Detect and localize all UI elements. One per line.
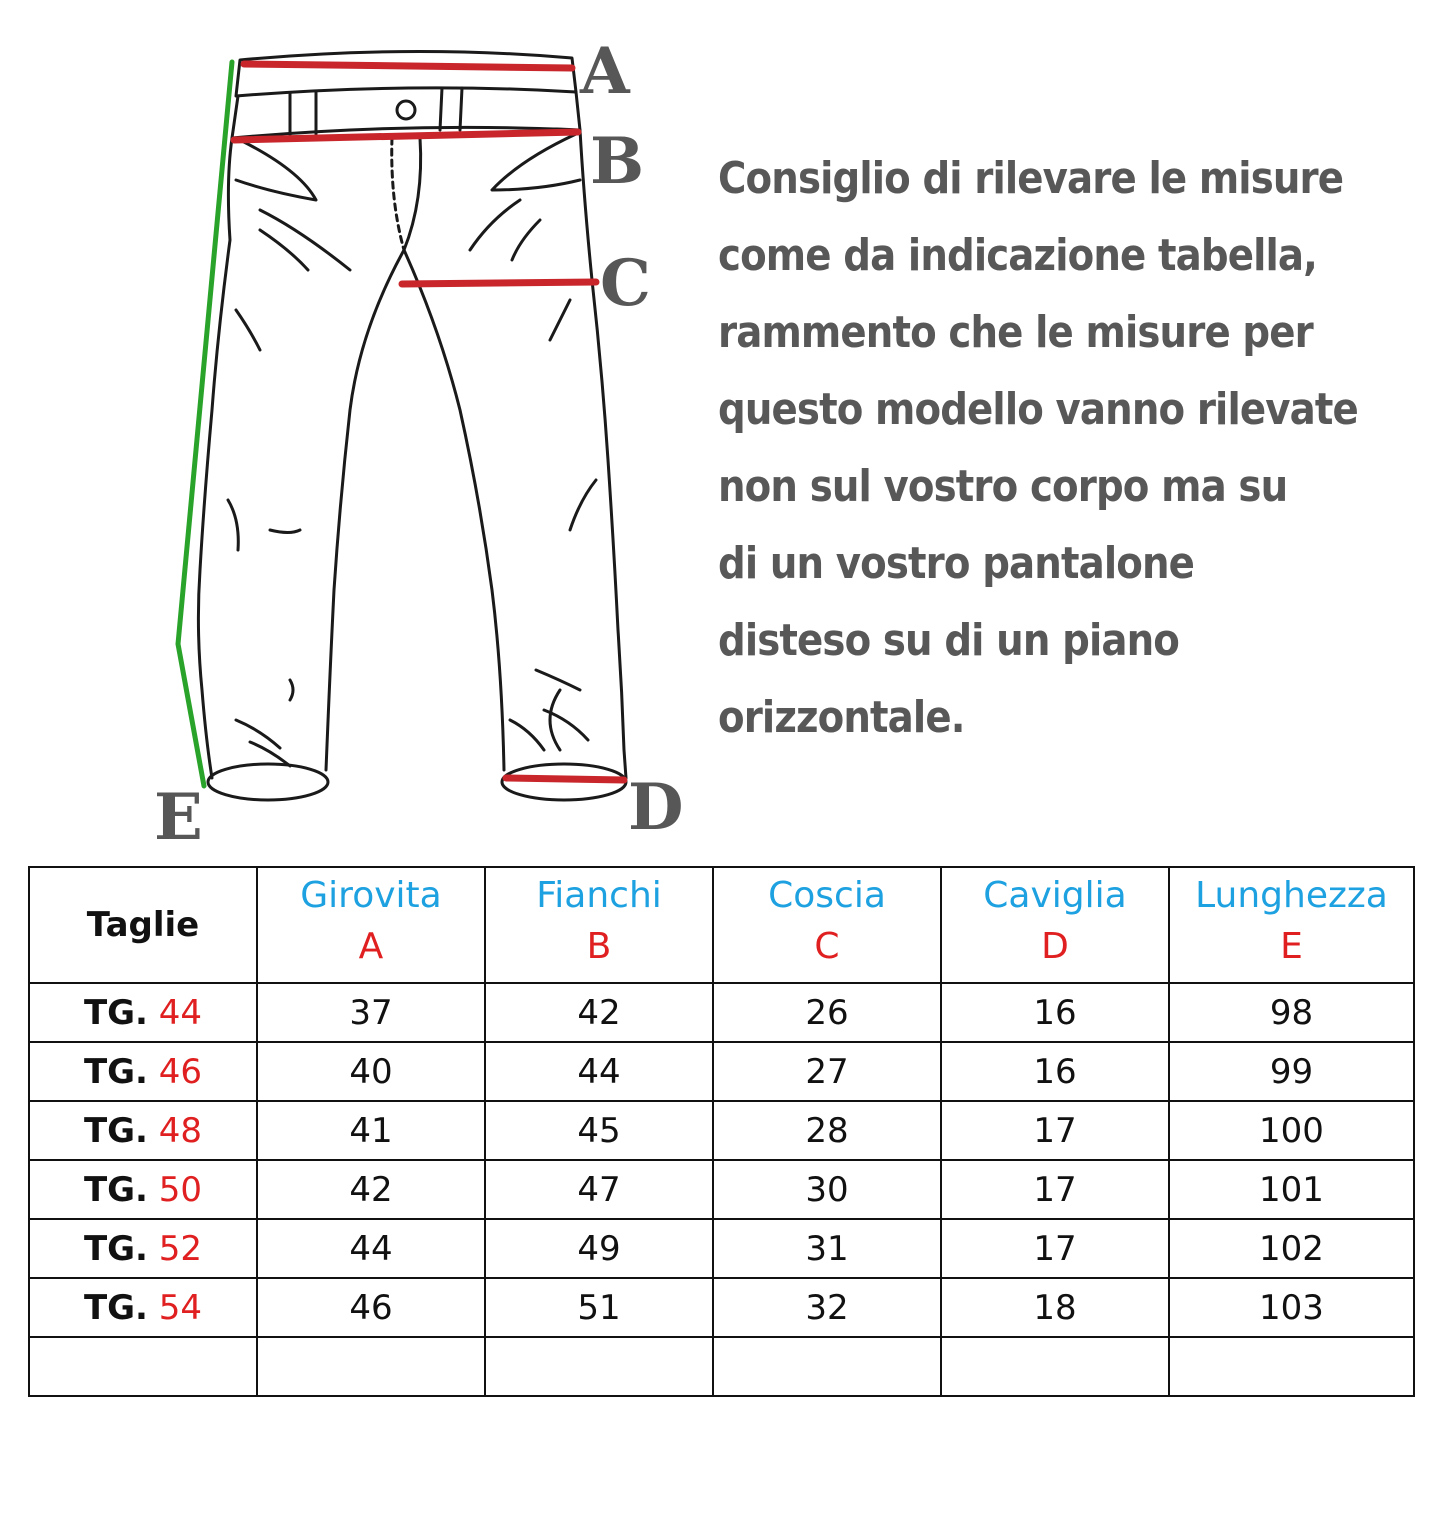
value-cell: 49: [485, 1219, 713, 1278]
size-cell: [29, 1101, 257, 1160]
empty-cell: [941, 1337, 1169, 1396]
value-cell: 16: [941, 1042, 1169, 1101]
value-cell: 17: [941, 1219, 1169, 1278]
table-row: [29, 983, 1414, 1042]
value-cell: 17: [941, 1160, 1169, 1219]
header-letter: E: [1280, 926, 1303, 967]
ankle-line-d: [506, 778, 624, 780]
value-cell: 31: [713, 1219, 941, 1278]
marker-a: A: [580, 34, 630, 109]
value-cell: 16: [941, 983, 1169, 1042]
value-cell: 17: [941, 1101, 1169, 1160]
value-cell: 46: [257, 1278, 485, 1337]
value-cell: 18: [941, 1278, 1169, 1337]
size-number: 44: [158, 992, 203, 1033]
size-cell: [29, 1219, 257, 1278]
value-cell: 42: [257, 1160, 485, 1219]
header-letter: A: [358, 926, 384, 967]
size-prefix: TG.: [83, 1228, 148, 1269]
value-cell: 45: [485, 1101, 713, 1160]
size-prefix: TG.: [83, 1051, 148, 1092]
header-name: Lunghezza: [1195, 875, 1388, 916]
instruction-line: orizzontale.: [718, 692, 965, 743]
instruction-line: questo modello vanno rilevate: [718, 384, 1358, 435]
instruction-line: di un vostro pantalone: [718, 538, 1195, 589]
value-cell: 32: [713, 1278, 941, 1337]
table-row: [29, 1042, 1414, 1101]
size-cell: [29, 1278, 257, 1337]
measurement-instructions: [718, 140, 1358, 756]
instruction-line: disteso su di un piano: [718, 615, 1180, 666]
value-cell: 98: [1169, 983, 1414, 1042]
empty-cell: [257, 1337, 485, 1396]
pants-outline: [198, 51, 626, 800]
header-caviglia: [941, 867, 1169, 983]
header-letter: D: [1041, 926, 1069, 967]
marker-e: E: [154, 780, 203, 855]
value-cell: 26: [713, 983, 941, 1042]
value-cell: 102: [1169, 1219, 1414, 1278]
empty-table-row: [29, 1337, 1414, 1396]
value-cell: 40: [257, 1042, 485, 1101]
value-cell: 27: [713, 1042, 941, 1101]
value-cell: 99: [1169, 1042, 1414, 1101]
header-taglie-label: Taglie: [86, 905, 200, 945]
value-cell: 44: [257, 1219, 485, 1278]
instruction-line: non sul vostro corpo ma su: [718, 461, 1288, 512]
size-prefix: TG.: [83, 1169, 148, 1210]
instruction-line: rammento che le misure per: [718, 307, 1313, 358]
table-row: [29, 1219, 1414, 1278]
value-cell: 51: [485, 1278, 713, 1337]
empty-cell: [713, 1337, 941, 1396]
header-girovita: [257, 867, 485, 983]
value-cell: 47: [485, 1160, 713, 1219]
pants-measurement-diagram: [140, 30, 700, 855]
size-prefix: TG.: [83, 1110, 148, 1151]
empty-cell: [29, 1337, 257, 1396]
instruction-line: Consiglio di rilevare le misure: [718, 153, 1344, 204]
value-cell: 28: [713, 1101, 941, 1160]
waist-line-a: [244, 64, 572, 68]
instruction-line: come da indicazione tabella,: [718, 230, 1317, 281]
empty-cell: [1169, 1337, 1414, 1396]
value-cell: 103: [1169, 1278, 1414, 1337]
table-row: [29, 1101, 1414, 1160]
size-cell: [29, 1042, 257, 1101]
size-number: 52: [158, 1228, 203, 1269]
header-fianchi: [485, 867, 713, 983]
size-number: 50: [158, 1169, 203, 1210]
thigh-line-c: [402, 282, 596, 284]
header-name: Fianchi: [536, 875, 662, 916]
value-cell: 100: [1169, 1101, 1414, 1160]
header-lunghezza: [1169, 867, 1414, 983]
size-number: 54: [158, 1287, 203, 1328]
size-prefix: TG.: [83, 992, 148, 1033]
header-letter: B: [586, 926, 612, 967]
value-cell: 44: [485, 1042, 713, 1101]
size-table: [28, 866, 1415, 1397]
marker-c: C: [600, 246, 651, 321]
header-coscia: [713, 867, 941, 983]
size-cell: [29, 1160, 257, 1219]
size-cell: [29, 983, 257, 1042]
header-name: Girovita: [300, 875, 442, 916]
value-cell: 30: [713, 1160, 941, 1219]
table-row: [29, 1160, 1414, 1219]
value-cell: 42: [485, 983, 713, 1042]
empty-cell: [485, 1337, 713, 1396]
header-name: Coscia: [768, 875, 886, 916]
header-taglie: [29, 867, 257, 983]
value-cell: 41: [257, 1101, 485, 1160]
value-cell: 37: [257, 983, 485, 1042]
table-row: [29, 1278, 1414, 1337]
header-letter: C: [814, 926, 840, 967]
value-cell: 101: [1169, 1160, 1414, 1219]
size-number: 46: [158, 1051, 203, 1092]
size-number: 48: [158, 1110, 203, 1151]
header-name: Caviglia: [983, 875, 1127, 916]
marker-d: D: [628, 770, 684, 845]
table-header-row: [29, 867, 1414, 983]
marker-b: B: [590, 124, 645, 199]
size-prefix: TG.: [83, 1287, 148, 1328]
length-line-e: [178, 62, 232, 786]
